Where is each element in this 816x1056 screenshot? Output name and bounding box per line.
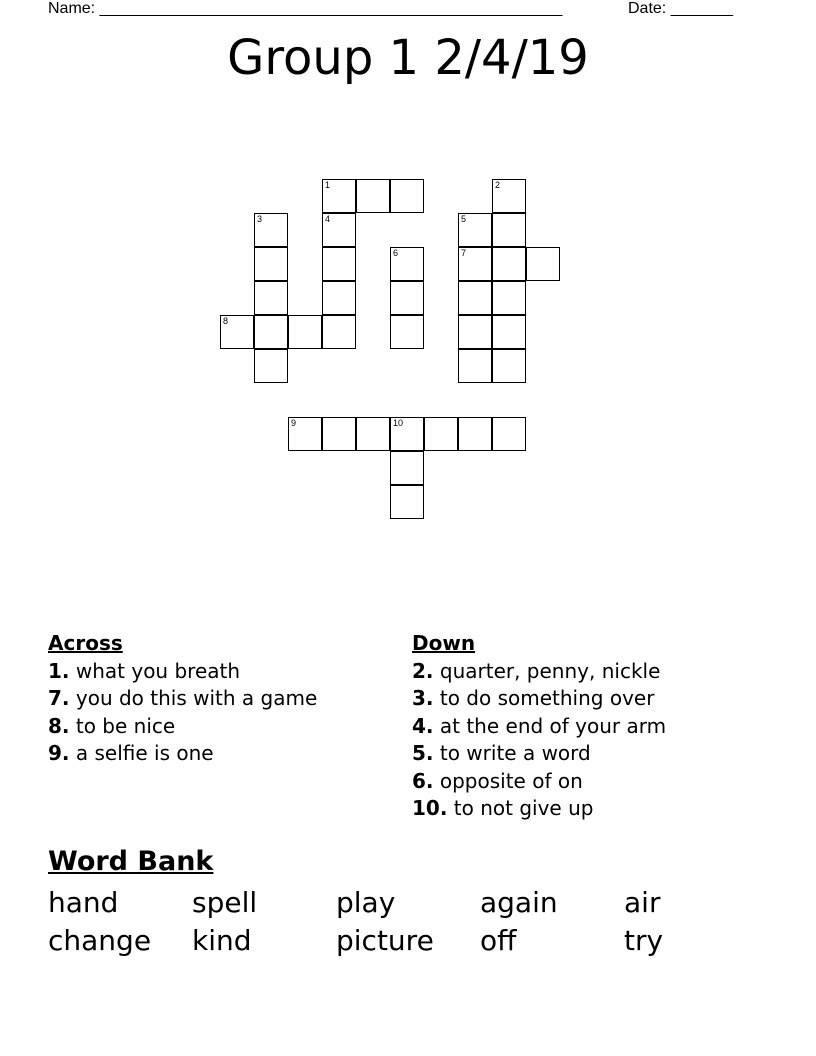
grid-cell[interactable] <box>492 315 526 349</box>
down-heading: Down <box>412 631 476 655</box>
clue-text: opposite of on <box>433 768 583 793</box>
clue-number: 1 <box>325 180 331 190</box>
grid-cell[interactable] <box>390 315 424 349</box>
grid-cell[interactable] <box>390 417 424 451</box>
clue-num: 6. <box>412 768 434 793</box>
word-bank-word: air <box>624 886 661 919</box>
across-clue-list <box>48 658 317 768</box>
page-title: Group 1 2/4/19 <box>227 30 589 86</box>
name-field-label: Name: ____________________________________________________ <box>48 0 563 17</box>
grid-cell[interactable] <box>458 247 492 281</box>
grid-cell[interactable] <box>254 213 288 247</box>
grid-cell[interactable] <box>492 417 526 451</box>
down-clue <box>412 740 666 768</box>
grid-cell[interactable] <box>254 247 288 281</box>
clue-number: 5 <box>461 214 467 224</box>
grid-cell[interactable] <box>492 281 526 315</box>
word-bank-word: try <box>624 924 664 957</box>
grid-cell[interactable] <box>424 417 458 451</box>
clue-number: 3 <box>257 214 263 224</box>
across-clues <box>48 630 317 768</box>
across-clue <box>48 740 317 768</box>
clue-text: to not give up <box>447 796 594 820</box>
grid-cell[interactable] <box>492 179 526 213</box>
clue-num: 3. <box>412 686 434 710</box>
clue-num: 5. <box>412 741 434 765</box>
grid-cell[interactable] <box>390 247 424 281</box>
grid-cell[interactable] <box>390 179 424 213</box>
grid-cell[interactable] <box>254 349 288 383</box>
grid-cell[interactable] <box>458 315 492 349</box>
word-bank-word: kind <box>192 924 252 957</box>
grid-cell[interactable] <box>356 179 390 213</box>
grid-cell[interactable] <box>254 281 288 315</box>
grid-cell[interactable] <box>526 247 560 281</box>
grid-cell[interactable] <box>492 349 526 383</box>
down-clue <box>412 685 666 713</box>
clue-number: 9 <box>291 418 297 428</box>
grid-cell[interactable] <box>390 485 424 519</box>
clue-text: quarter, penny, nickle <box>433 658 661 683</box>
grid-cell[interactable] <box>322 281 356 315</box>
clue-num: 4. <box>412 713 434 738</box>
word-bank-word: spell <box>192 886 258 919</box>
clue-text: to be nice <box>69 713 176 738</box>
grid-cell[interactable] <box>322 213 356 247</box>
word-bank-word: again <box>480 886 558 919</box>
clue-text: to do something over <box>433 686 655 710</box>
grid-cell[interactable] <box>322 179 356 213</box>
grid-cell[interactable] <box>390 281 424 315</box>
clue-number: 8 <box>223 316 229 326</box>
clue-text: what you breath <box>69 658 241 683</box>
clue-num: 9. <box>48 741 70 765</box>
clue-num: 1. <box>48 658 70 683</box>
word-bank-word: off <box>480 924 517 957</box>
date-field-label: Date: _______ <box>628 0 733 17</box>
clue-number: 6 <box>393 248 399 258</box>
clue-num: 7. <box>48 686 70 710</box>
grid-cell[interactable] <box>288 315 322 349</box>
clue-number: 4 <box>325 214 331 224</box>
word-bank-word: change <box>48 924 152 957</box>
word-bank-word: hand <box>48 886 119 919</box>
word-bank-word: picture <box>336 924 434 957</box>
grid-cell[interactable] <box>220 315 254 349</box>
grid-cell[interactable] <box>458 213 492 247</box>
word-bank-title: Word Bank <box>48 846 214 877</box>
grid-cell[interactable] <box>356 417 390 451</box>
down-clue <box>412 713 666 741</box>
grid-cell[interactable] <box>390 451 424 485</box>
clue-num: 8. <box>48 713 70 738</box>
down-clue <box>412 768 666 796</box>
across-heading: Across <box>48 631 123 655</box>
clue-number: 2 <box>495 180 501 190</box>
clue-number: 10 <box>393 418 404 428</box>
grid-cell[interactable] <box>492 247 526 281</box>
grid-cell[interactable] <box>254 315 288 349</box>
grid-cell[interactable] <box>458 417 492 451</box>
down-clue-list <box>412 658 666 823</box>
across-clue <box>48 685 317 713</box>
grid-cell[interactable] <box>288 417 322 451</box>
clue-text: to write a word <box>433 741 591 765</box>
clue-num: 10. <box>412 796 448 820</box>
grid-cell[interactable] <box>322 417 356 451</box>
down-clue <box>412 795 666 823</box>
clue-text: you do this with a game <box>69 686 318 710</box>
down-clue <box>412 658 666 686</box>
across-clue <box>48 713 317 741</box>
down-clues <box>412 630 666 823</box>
grid-cell[interactable] <box>322 315 356 349</box>
clue-text: a selfie is one <box>69 741 214 765</box>
across-clue <box>48 658 317 686</box>
clue-num: 2. <box>412 658 434 683</box>
clue-text: at the end of your arm <box>433 713 667 738</box>
grid-cell[interactable] <box>322 247 356 281</box>
grid-cell[interactable] <box>458 281 492 315</box>
word-bank-word: play <box>336 886 396 919</box>
grid-cell[interactable] <box>458 349 492 383</box>
clue-number: 7 <box>461 248 467 258</box>
grid-cell[interactable] <box>492 213 526 247</box>
word-bank <box>48 884 768 960</box>
